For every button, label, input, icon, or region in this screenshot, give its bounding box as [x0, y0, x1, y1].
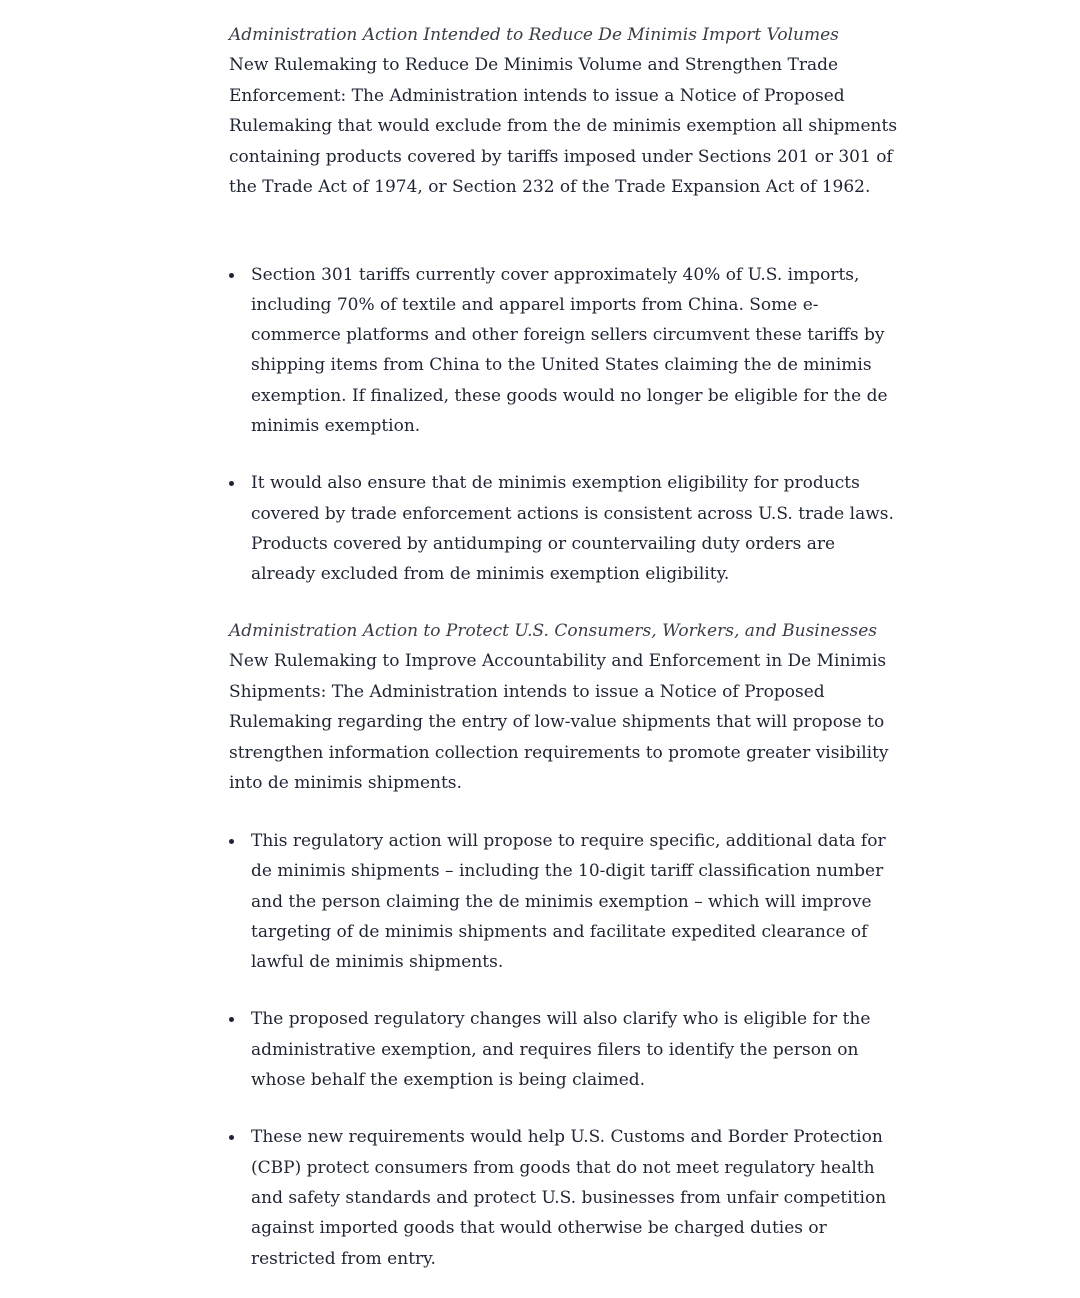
- section1-bullet-list: [229, 260, 899, 590]
- list-item: [229, 1122, 899, 1273]
- section2-paragraph: New Rulemaking to Improve Accountability and Enforcement in De Minimis Shipments: The Administration intends to issue a Notice of Proposed Rulemaking regarding the entry of low-value shipments that will propose to strengthen information collection requirements to promote greater visibility into de minimis shipments.: [229, 651, 889, 794]
- section1-paragraph: New Rulemaking to Reduce De Minimis Volume and Strengthen Trade Enforcement: The Administration intends to issue a Notice of Proposed Rulemaking that would exclude from the de minimis exemption all shipments containing products covered by tariffs imposed under Sections 201 or 301 of the Trade Act of 1974, or Section 232 of the Trade Expansion Act of 1962.: [229, 55, 898, 197]
- list-item: [229, 826, 899, 977]
- bullet-icon: [229, 1017, 234, 1022]
- bullet-text: Section 301 tariffs currently cover approximately 40% of U.S. imports, including 70% of textile and apparel imports from China. Some e-commerce platforms and other foreign sellers circumvent these tariffs by shipping items from China to the United States claiming the de minimis exemption. If finalized, these goods would no longer be eligible for the de minimis exemption.: [251, 264, 888, 436]
- section2-heading: Administration Action to Protect U.S. Consumers, Workers, and Businesses: [229, 621, 877, 642]
- list-item: [229, 1004, 899, 1095]
- section2-bullet-list: [229, 826, 899, 1274]
- bullet-text: These new requirements would help U.S. Customs and Border Protection (CBP) protect consumers from goods that do not meet regulatory health and safety standards and protect U.S. businesses from unfair competition against imported goods that would otherwise be charged duties or restricted from entry.: [251, 1127, 887, 1269]
- list-item: [229, 468, 899, 589]
- article-body: [229, 20, 899, 1274]
- bullet-icon: [229, 481, 234, 486]
- bullet-icon: [229, 273, 234, 278]
- section1-heading: Administration Action Intended to Reduce De Minimis Import Volumes: [229, 25, 839, 45]
- list-item: [229, 260, 899, 442]
- bullet-icon: [229, 839, 234, 844]
- bullet-text: This regulatory action will propose to require specific, additional data for de minimis shipments – including the 10-digit tariff classification number and the person claiming the de minimis exemption – which will improve targeting of de minimis shipments and facilitate expedited clearance of lawful de minimis shipments.: [251, 830, 886, 973]
- bullet-text: The proposed regulatory changes will also clarify who is eligible for the administrative exemption, and requires filers to identify the person on whose behalf the exemption is being claimed.: [251, 1009, 871, 1091]
- bullet-icon: [229, 1135, 234, 1140]
- bullet-text: It would also ensure that de minimis exemption eligibility for products covered by trade enforcement actions is consistent across U.S. trade laws. Products covered by antidumping or countervailing duty orders are already excluded from de minimis exemption eligibility.: [251, 473, 894, 585]
